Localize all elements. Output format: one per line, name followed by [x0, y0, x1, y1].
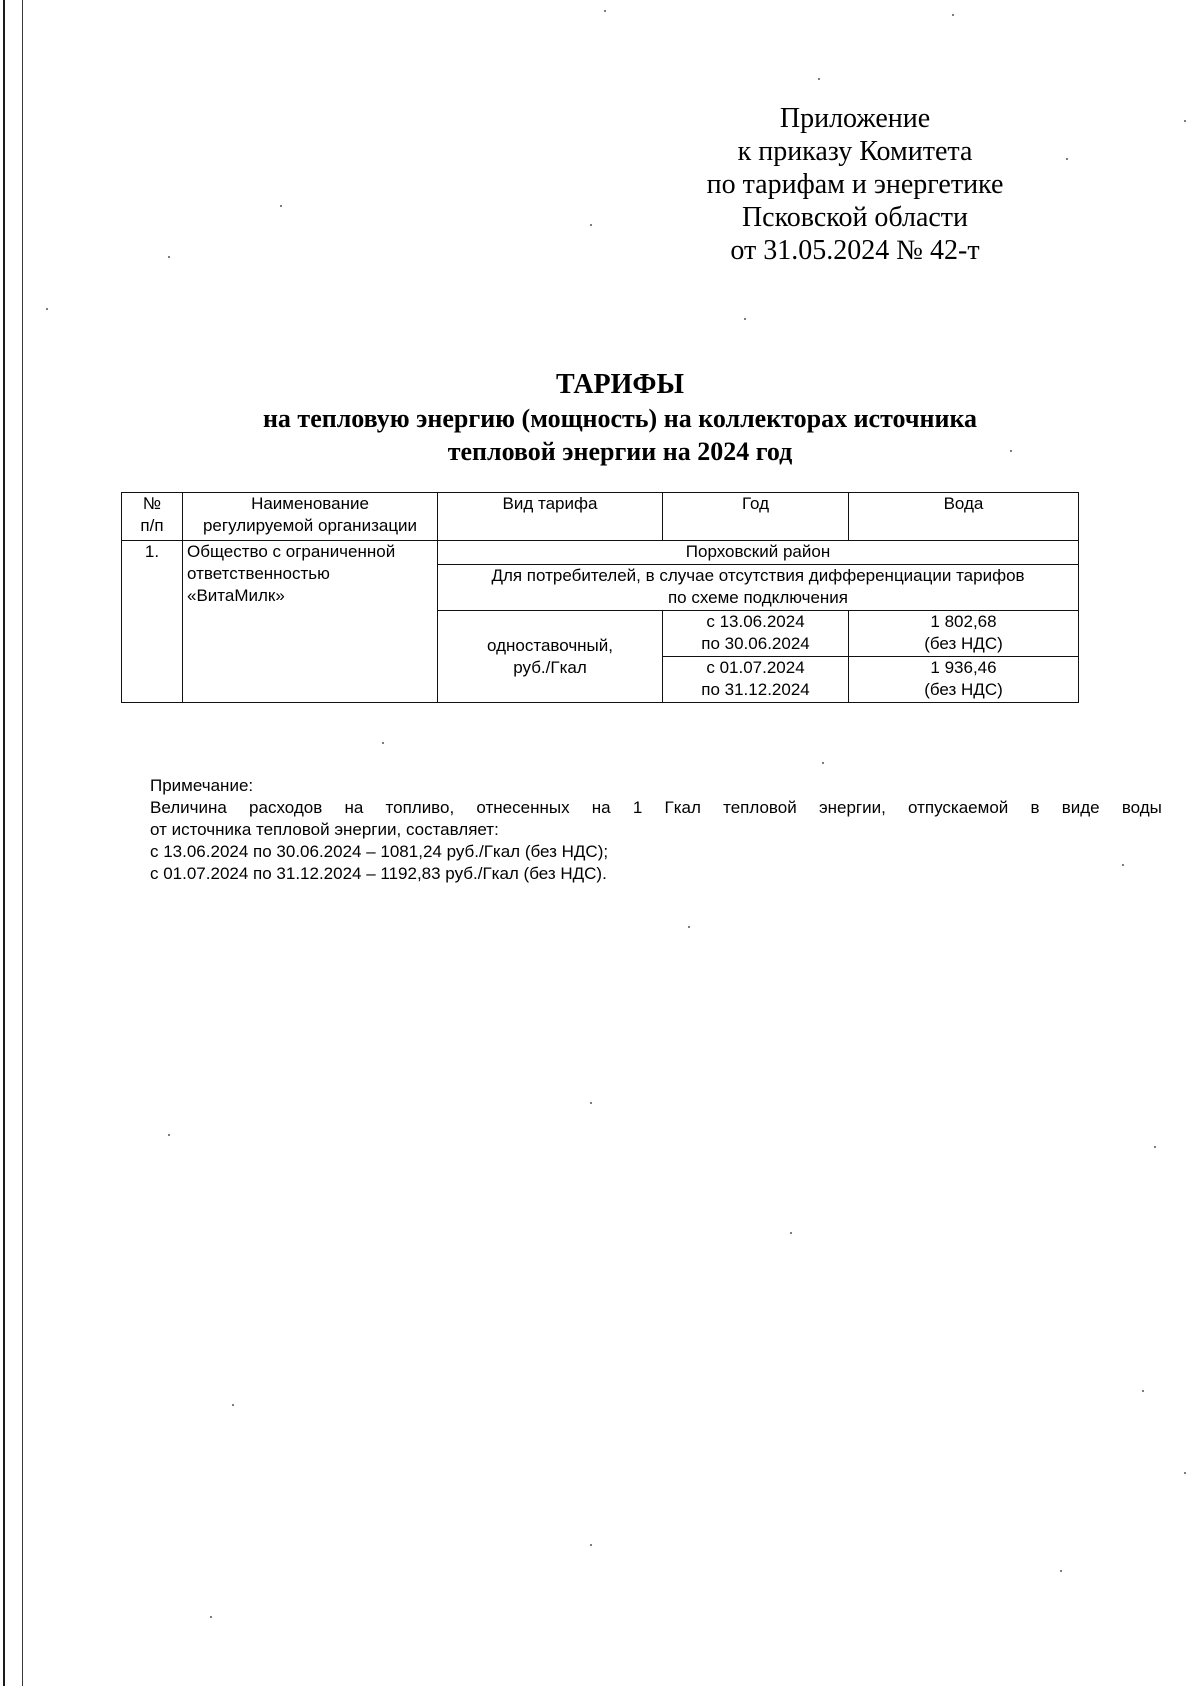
note-word: 1	[632, 798, 643, 817]
note-word: тепловой	[723, 798, 797, 817]
row-num: 1.	[122, 541, 183, 703]
note-word: отпускаемой	[908, 798, 1009, 817]
appendix-line: Приложение	[779, 103, 931, 134]
row-org-line: «ВитаМилк»	[187, 586, 285, 605]
row-value	[849, 611, 1079, 657]
period-from: с 13.06.2024	[706, 612, 805, 631]
appendix-line: Псковской области	[741, 202, 969, 233]
note-heading: Примечание:	[150, 776, 254, 795]
note-word: Гкал	[664, 798, 701, 817]
note-word: отнесенных	[476, 798, 570, 817]
period-to: по 31.12.2024	[701, 680, 810, 699]
header-num-line: №	[142, 494, 162, 513]
row-org-line: Общество с ограниченной	[187, 542, 396, 561]
row-period	[663, 657, 849, 703]
appendix-header	[640, 102, 1070, 267]
header-num	[122, 493, 183, 541]
row-period	[663, 611, 849, 657]
header-year: Год	[663, 493, 849, 541]
row-tariff-type-line: руб./Гкал	[513, 657, 587, 677]
note-line: с 01.07.2024 по 31.12.2024 – 1192,83 руб./Гкал (без НДС).	[150, 864, 607, 883]
tariff-value: 1 802,68	[930, 612, 997, 631]
note-word: энергии,	[818, 798, 886, 817]
header-water: Вода	[849, 493, 1079, 541]
period-from: с 01.07.2024	[706, 658, 805, 677]
table-header-row	[122, 493, 1079, 541]
row-consumers-line: по схеме подключения	[667, 588, 849, 607]
note-word: на	[591, 798, 611, 817]
title-main: ТАРИФЫ	[556, 369, 684, 400]
note-word: топливо,	[385, 798, 455, 817]
header-org-line: Наименование	[251, 494, 369, 513]
scan-edge	[0, 0, 28, 1686]
note-word: в	[1030, 798, 1040, 817]
row-consumers	[438, 565, 1079, 611]
table-row	[122, 541, 1079, 565]
header-num-line: п/п	[140, 516, 164, 535]
appendix-line: от 31.05.2024 № 42-т	[730, 235, 980, 266]
tariff-vat: (без НДС)	[924, 680, 1003, 699]
row-org	[183, 541, 438, 703]
note-word: Величина	[150, 798, 227, 817]
note-line: от источника тепловой энергии, составляет:	[150, 820, 499, 839]
row-tariff-type-line: одноставочный,	[487, 635, 613, 655]
tariff-table	[121, 492, 1079, 703]
row-consumers-line: Для потребителей, в случае отсутствия дифференциации тарифов	[491, 566, 1025, 585]
document-title	[120, 368, 1120, 468]
tariff-vat: (без НДС)	[924, 634, 1003, 653]
header-tariff-type: Вид тарифа	[438, 493, 663, 541]
note-word: виде	[1061, 798, 1100, 817]
appendix-line: по тарифам и энергетике	[706, 169, 1004, 200]
note-word: расходов	[249, 798, 323, 817]
row-district: Порховский район	[438, 541, 1079, 565]
period-to: по 30.06.2024	[701, 634, 810, 653]
title-subtitle-line: на тепловую энергию (мощность) на коллекторах источника	[262, 404, 978, 433]
note-word: воды	[1121, 798, 1162, 817]
row-tariff-type	[438, 611, 663, 703]
header-org	[183, 493, 438, 541]
row-value	[849, 657, 1079, 703]
title-subtitle-line: тепловой энергии на 2024 год	[447, 437, 793, 466]
note-block	[150, 775, 1162, 885]
row-org-line: ответственностью	[187, 564, 330, 583]
appendix-line: к приказу Комитета	[737, 136, 973, 167]
note-line: с 13.06.2024 по 30.06.2024 – 1081,24 руб./Гкал (без НДС);	[150, 842, 609, 861]
note-word: на	[344, 798, 364, 817]
tariff-value: 1 936,46	[930, 658, 997, 677]
note-line	[150, 797, 1162, 819]
header-org-line: регулируемой организации	[202, 516, 418, 535]
